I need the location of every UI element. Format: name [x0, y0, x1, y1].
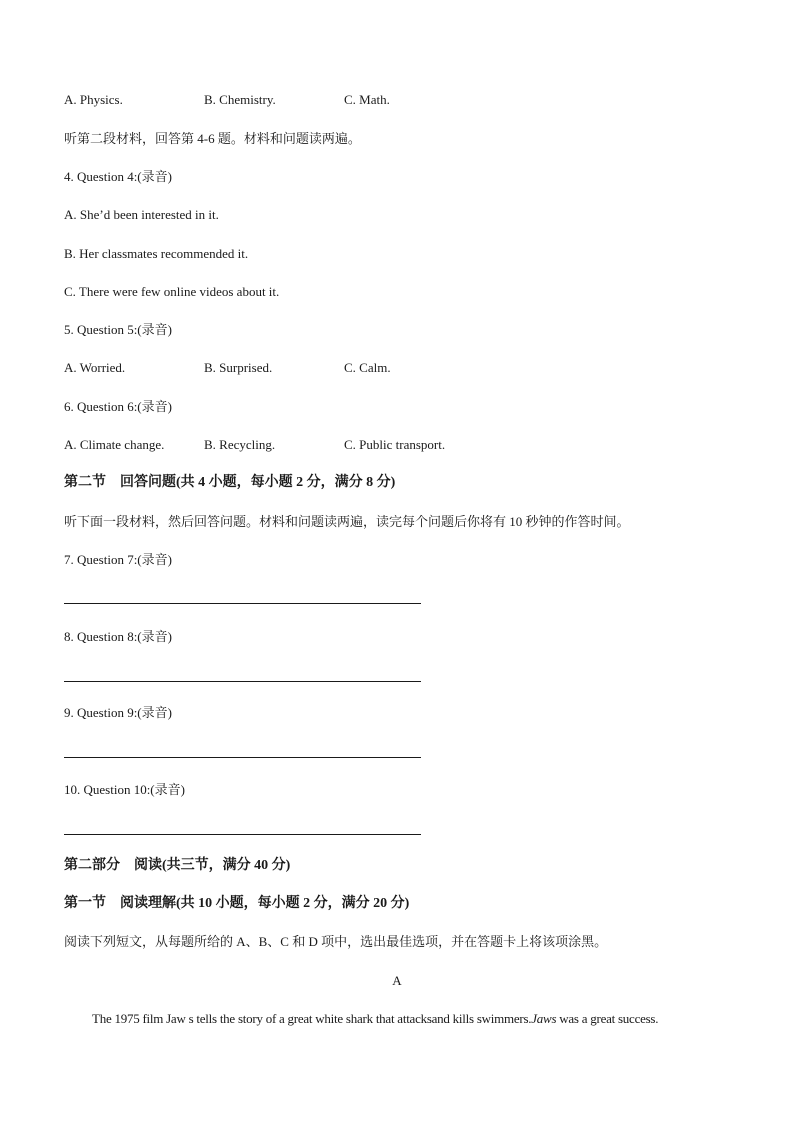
q4-option-c: C. There were few online videos about it.	[64, 284, 280, 299]
q10-answer-line[interactable]	[64, 834, 421, 835]
passage-label: A	[392, 973, 402, 988]
section2-instruction: 听第二段材料，回答第 4-6 题。材料和问题读两遍。	[64, 131, 361, 146]
q8-prompt: 8. Question 8:(录音)	[64, 629, 172, 644]
q3-option-a: A. Physics.	[64, 92, 123, 107]
passage-title-italic: Jaws	[531, 1011, 557, 1026]
q6-option-c: C. Public transport.	[344, 437, 446, 452]
part2-heading: 第二部分 阅读(共三节，满分 40 分)	[64, 858, 291, 873]
q5-prompt: 5. Question 5:(录音)	[64, 322, 172, 337]
q5-option-c: C. Calm.	[344, 360, 391, 375]
q8-answer-line[interactable]	[64, 681, 421, 682]
q10-prompt: 10. Question 10:(录音)	[64, 782, 185, 797]
q4-option-b: B. Her classmates recommended it.	[64, 246, 249, 261]
part2-section1-heading: 第一节 阅读理解(共 10 小题，每小题 2 分，满分 20 分)	[64, 896, 410, 911]
q4-prompt: 4. Question 4:(录音)	[64, 169, 172, 184]
q4-option-a: A. She’d been interested in it.	[64, 207, 219, 222]
q7-answer-line[interactable]	[64, 603, 421, 604]
q3-option-b: B. Chemistry.	[204, 92, 276, 107]
q5-option-b: B. Surprised.	[204, 360, 273, 375]
q6-prompt: 6. Question 6:(录音)	[64, 399, 172, 414]
part1-section2-instruction: 听下面一段材料，然后回答问题。材料和问题读两遍，读完每个问题后你将有 10 秒钟的作答时间。	[64, 514, 630, 529]
q9-prompt: 9. Question 9:(录音)	[64, 705, 172, 720]
part2-section1-instruction: 阅读下列短文，从每题所给的 A、B、C 和 D 项中，选出最佳选项，并在答题卡上将该项涂黑。	[64, 934, 608, 949]
part1-section2-heading: 第二节 回答问题(共 4 小题，每小题 2 分，满分 8 分)	[64, 475, 396, 490]
q3-option-c: C. Math.	[344, 92, 390, 107]
q7-prompt: 7. Question 7:(录音)	[64, 552, 172, 567]
q5-option-a: A. Worried.	[64, 360, 126, 375]
q6-option-a: A. Climate change.	[64, 437, 165, 452]
passage-text-2: was a great success.	[556, 1011, 659, 1026]
q6-option-b: B. Recycling.	[204, 437, 276, 452]
passage-first-line	[92, 1011, 658, 1027]
passage-text-1: The 1975 film Jaw s tells the story of a great white shark that attacksand kills swimmers.	[92, 1011, 532, 1026]
q9-answer-line[interactable]	[64, 757, 421, 758]
